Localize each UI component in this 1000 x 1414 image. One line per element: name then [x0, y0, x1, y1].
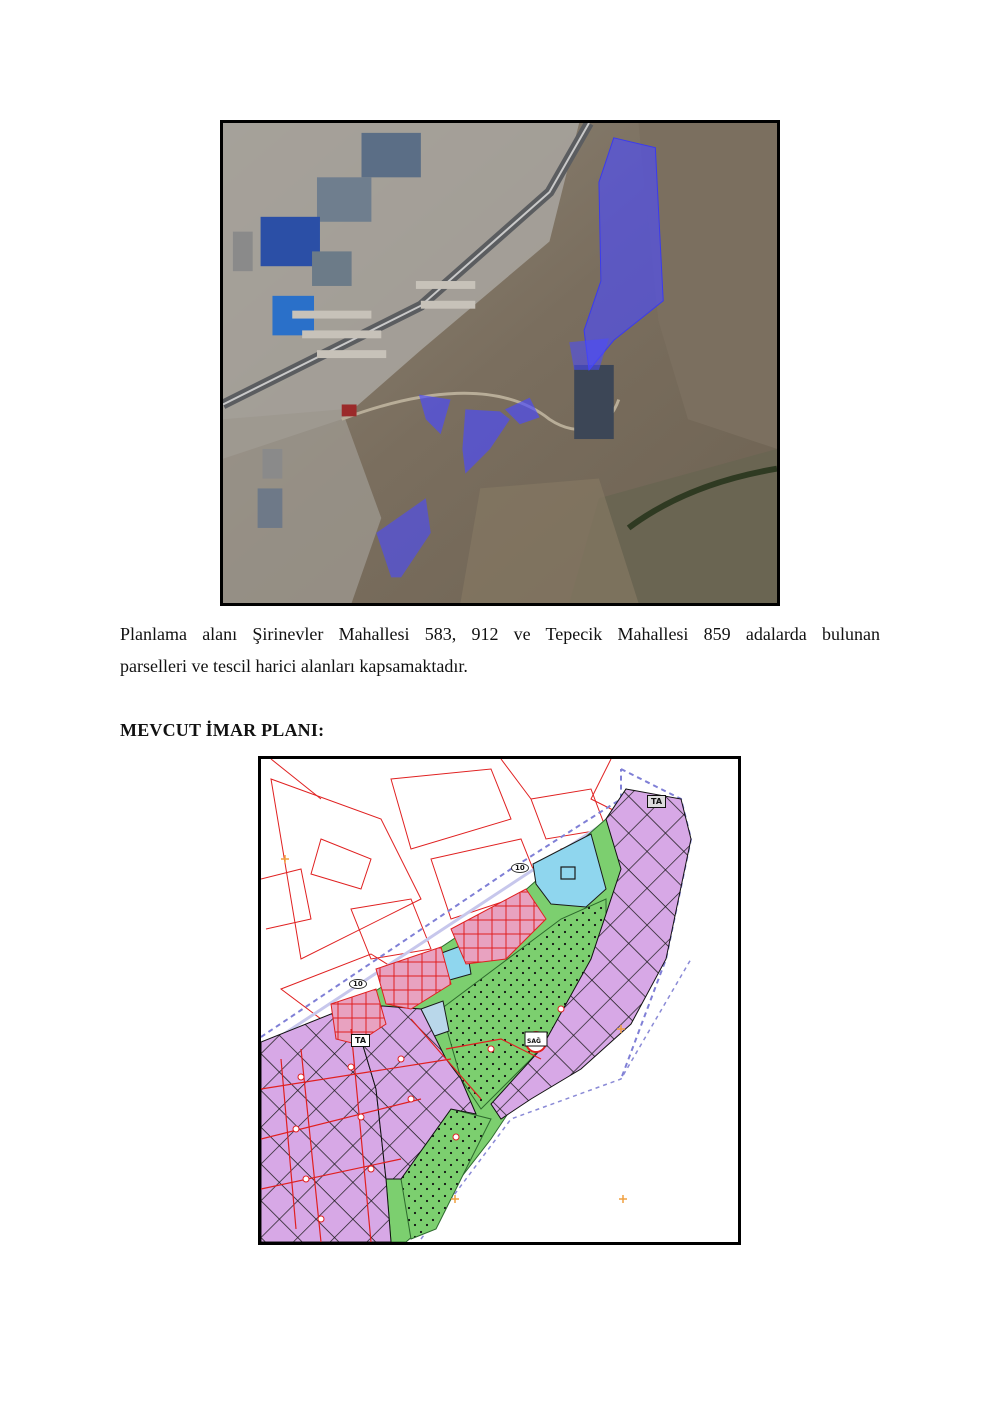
sag-label: SAĞ	[527, 1038, 541, 1045]
zoning-plan-drawing	[261, 759, 738, 1242]
paragraph-line-1: Planlama alanı Şirinevler Mahallesi 583, 912 ve Tepecik Mahallesi 859 adalarda bulunan	[120, 624, 880, 644]
satellite-image	[220, 120, 780, 606]
road-width-label-2: 10	[349, 979, 367, 989]
ta-label-top: TA	[647, 795, 666, 808]
zoning-plan-map	[258, 756, 741, 1245]
description-paragraph	[120, 618, 880, 682]
ta-label-left: TA	[351, 1034, 370, 1047]
road-width-label-1: 10	[511, 863, 529, 873]
satellite-map	[223, 123, 777, 603]
paragraph-line-2: parselleri ve tescil harici alanları kapsamaktadır.	[120, 656, 468, 676]
section-heading: MEVCUT İMAR PLANI:	[120, 720, 325, 740]
